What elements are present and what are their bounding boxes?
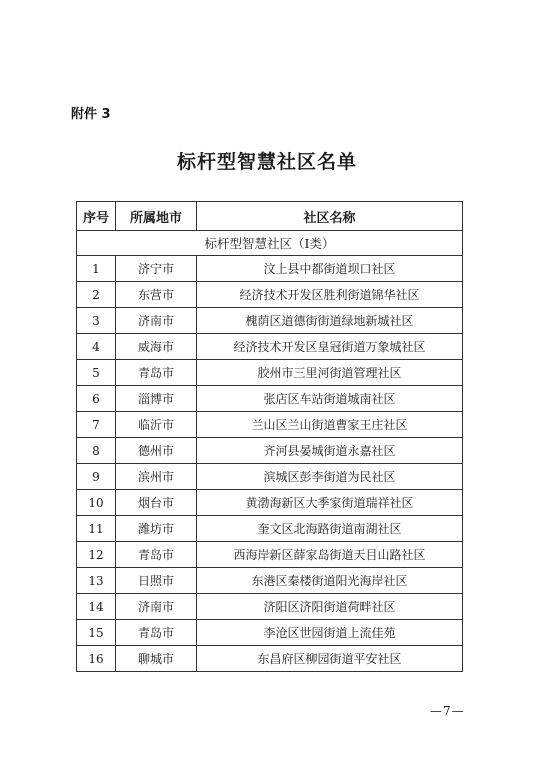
row-index: 2	[77, 282, 116, 308]
table-row	[77, 568, 463, 594]
row-city: 青岛市	[116, 620, 197, 646]
row-index: 9	[77, 464, 116, 490]
row-city: 烟台市	[116, 490, 197, 516]
table-row	[77, 412, 463, 438]
row-community: 经济技术开发区皇冠街道万象城社区	[197, 334, 463, 360]
table-row	[77, 308, 463, 334]
section-label: 标杆型智慧社区（I类）	[77, 231, 463, 256]
table-row	[77, 516, 463, 542]
row-city: 青岛市	[116, 542, 197, 568]
table-row	[77, 620, 463, 646]
row-community: 汶上县中都街道坝口社区	[197, 256, 463, 282]
row-city: 淄博市	[116, 386, 197, 412]
row-index: 8	[77, 438, 116, 464]
table-row	[77, 490, 463, 516]
table-row	[77, 386, 463, 412]
attachment-label: 附件 3	[71, 107, 111, 122]
row-community: 齐河县晏城街道永嘉社区	[197, 438, 463, 464]
row-index: 14	[77, 594, 116, 620]
table-row	[77, 438, 463, 464]
table-row	[77, 360, 463, 386]
row-city: 滨州市	[116, 464, 197, 490]
page-number: —7—	[430, 704, 465, 718]
table-row	[77, 542, 463, 568]
section-row	[77, 231, 463, 256]
row-community: 经济技术开发区胜利街道锦华社区	[197, 282, 463, 308]
row-community: 东昌府区柳园街道平安社区	[197, 646, 463, 672]
row-index: 10	[77, 490, 116, 516]
row-community: 济阳区济阳街道荷畔社区	[197, 594, 463, 620]
table-row	[77, 464, 463, 490]
row-city: 青岛市	[116, 360, 197, 386]
row-community: 西海岸新区薛家岛街道天目山路社区	[197, 542, 463, 568]
row-index: 7	[77, 412, 116, 438]
row-community: 槐荫区道德街街道绿地新城社区	[197, 308, 463, 334]
row-community: 胶州市三里河街道管理社区	[197, 360, 463, 386]
row-index: 6	[77, 386, 116, 412]
row-city: 济南市	[116, 308, 197, 334]
row-community: 奎文区北海路街道南湖社区	[197, 516, 463, 542]
row-index: 5	[77, 360, 116, 386]
row-index: 16	[77, 646, 116, 672]
row-index: 15	[77, 620, 116, 646]
row-city: 威海市	[116, 334, 197, 360]
row-city: 济南市	[116, 594, 197, 620]
header-community: 社区名称	[197, 202, 463, 231]
row-index: 12	[77, 542, 116, 568]
table-row	[77, 594, 463, 620]
row-community: 兰山区兰山街道曹家王庄社区	[197, 412, 463, 438]
table-row	[77, 334, 463, 360]
table-row	[77, 646, 463, 672]
header-index: 序号	[77, 202, 116, 231]
row-city: 潍坊市	[116, 516, 197, 542]
table-row	[77, 282, 463, 308]
table-header-row	[77, 202, 463, 231]
row-city: 聊城市	[116, 646, 197, 672]
row-index: 1	[77, 256, 116, 282]
row-index: 13	[77, 568, 116, 594]
community-table	[76, 201, 463, 672]
table-row	[77, 256, 463, 282]
header-city: 所属地市	[116, 202, 197, 231]
row-city: 济宁市	[116, 256, 197, 282]
row-city: 日照市	[116, 568, 197, 594]
row-index: 11	[77, 516, 116, 542]
row-community: 李沧区世园街道上流佳苑	[197, 620, 463, 646]
row-index: 3	[77, 308, 116, 334]
document-title: 标杆型智慧社区名单	[176, 151, 357, 173]
row-community: 滨城区彭李街道为民社区	[197, 464, 463, 490]
row-community: 张店区车站街道城南社区	[197, 386, 463, 412]
row-city: 德州市	[116, 438, 197, 464]
row-community: 东港区秦楼街道阳光海岸社区	[197, 568, 463, 594]
row-city: 临沂市	[116, 412, 197, 438]
row-city: 东营市	[116, 282, 197, 308]
row-community: 黄渤海新区大季家街道瑞祥社区	[197, 490, 463, 516]
row-index: 4	[77, 334, 116, 360]
